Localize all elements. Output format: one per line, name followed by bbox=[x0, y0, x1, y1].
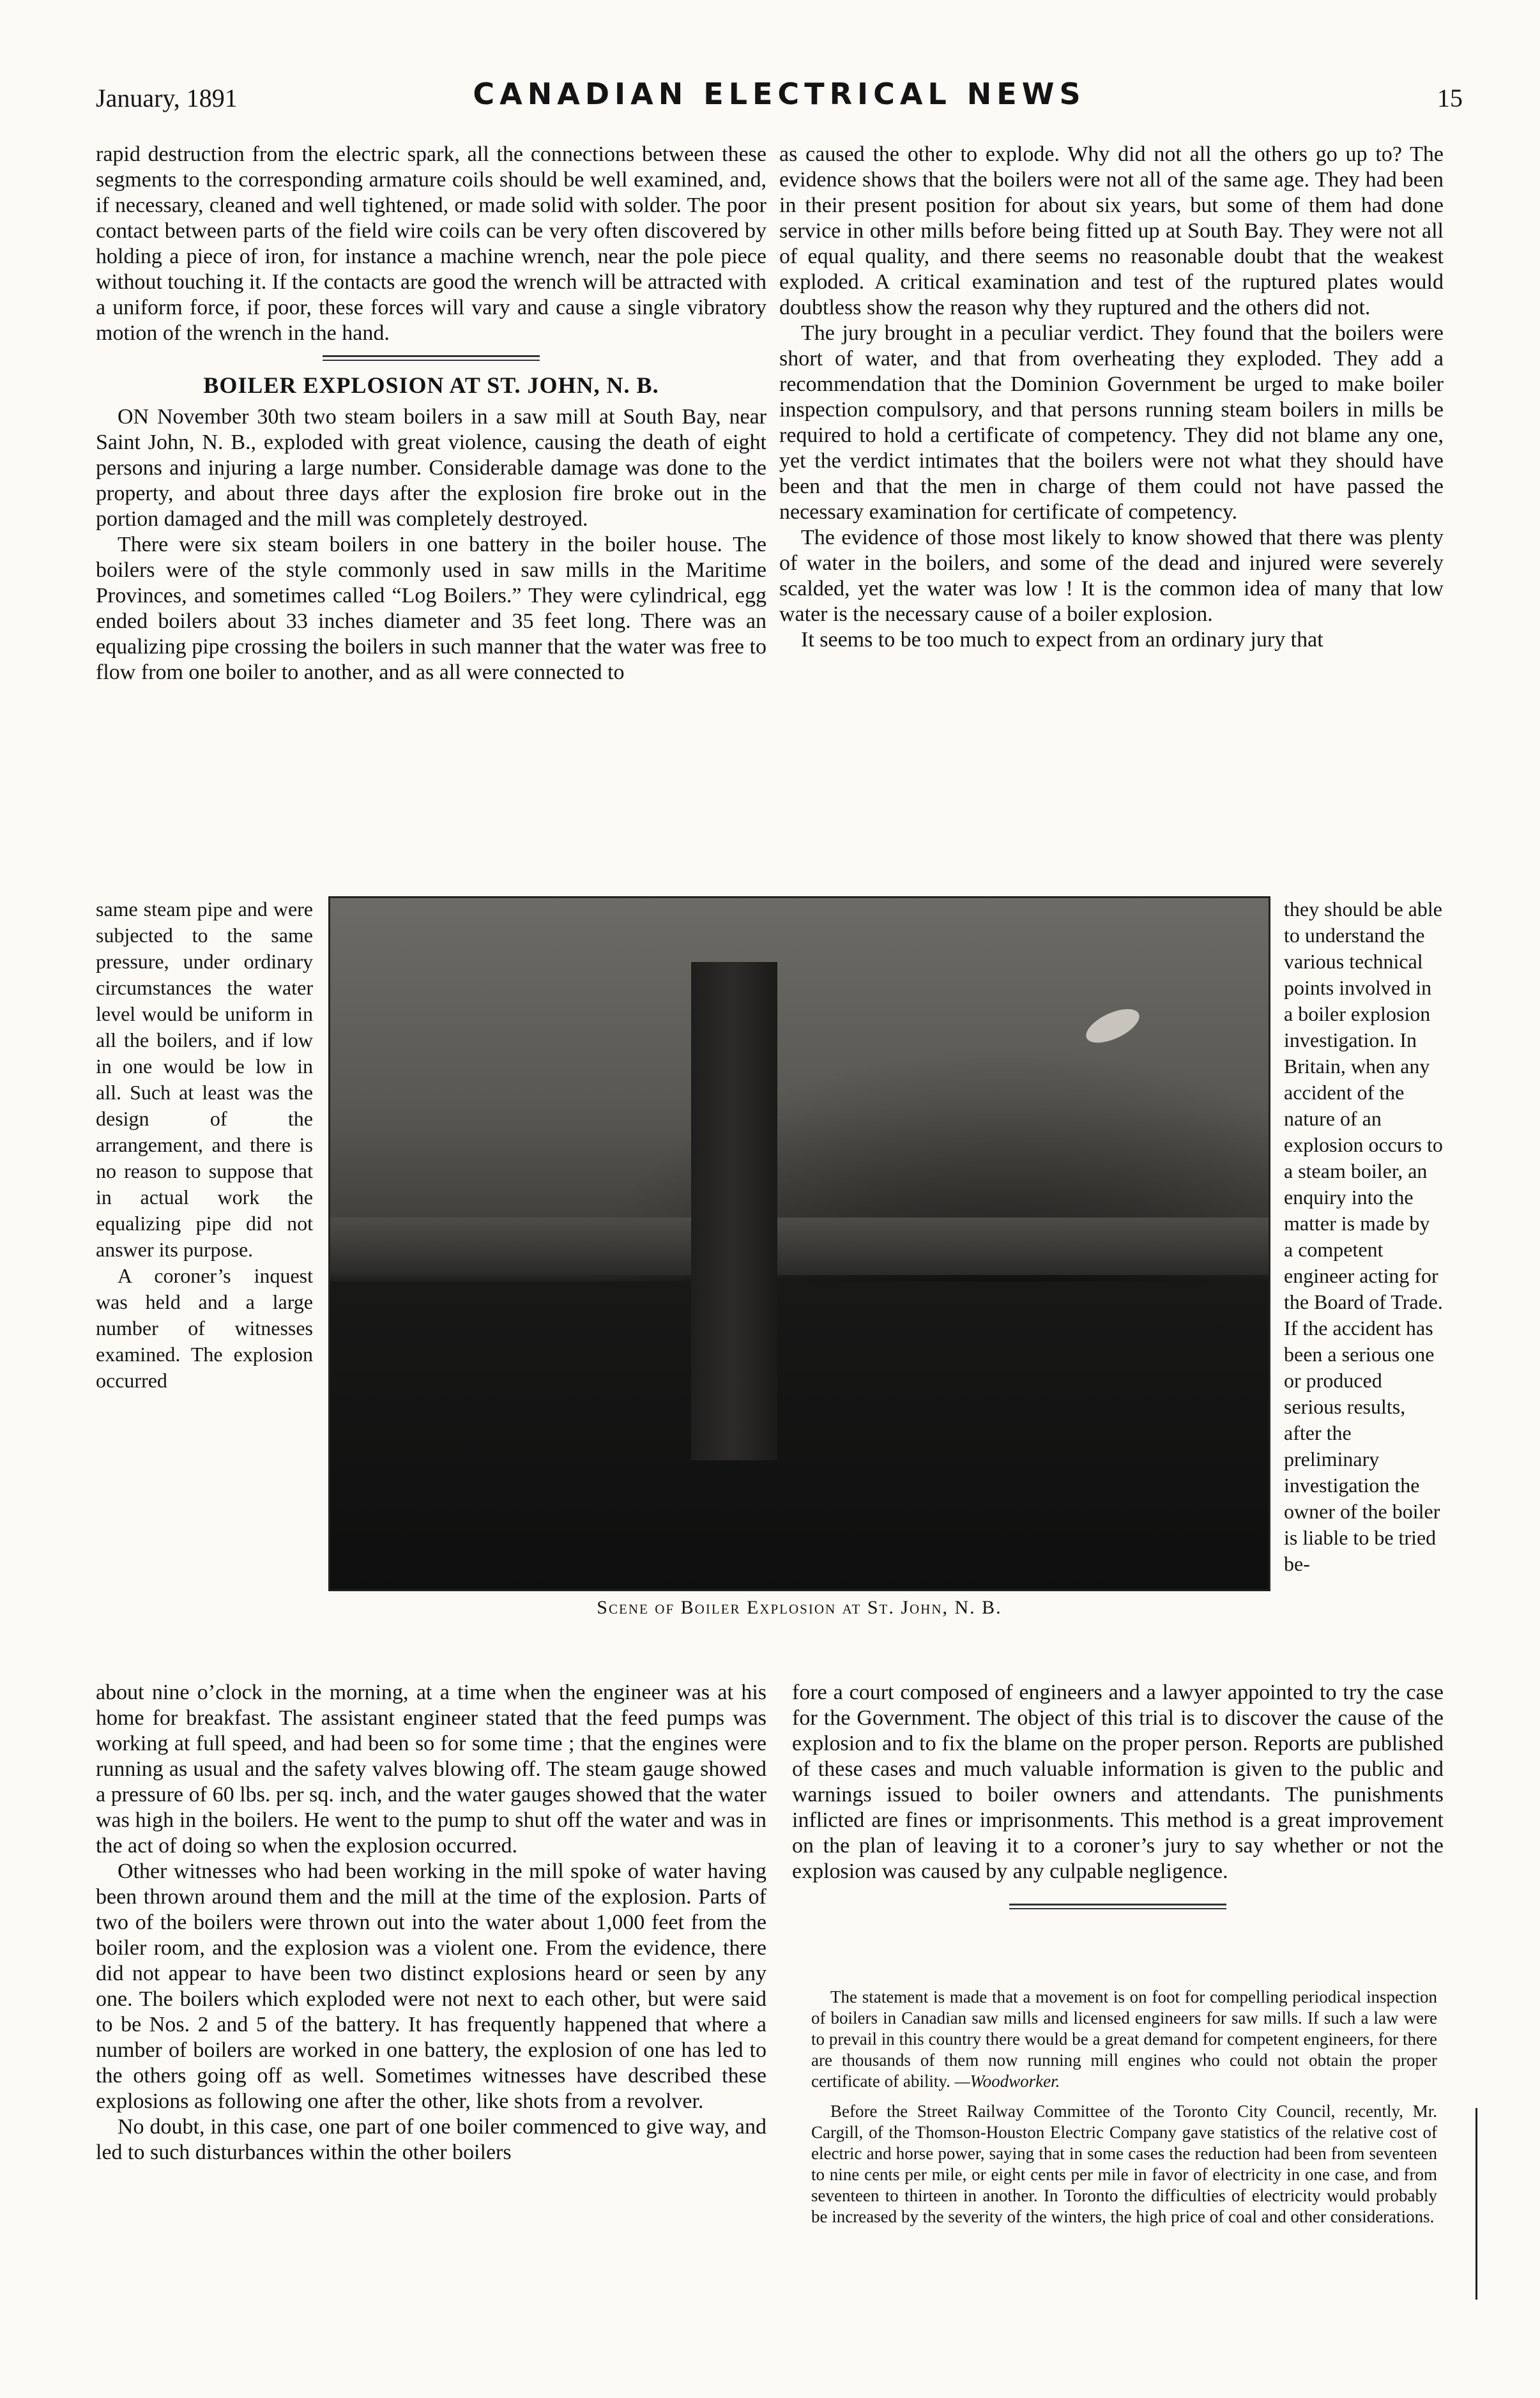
divider-rule bbox=[323, 355, 540, 357]
note-paragraph bbox=[811, 1987, 1437, 2092]
photo-water bbox=[330, 1218, 1269, 1275]
issue-date: January, 1891 bbox=[96, 84, 238, 112]
article-paragraph: The evidence of those most likely to know showed that there was plenty of water in the boilers, and some of the dead and injured were severely scalded, yet the water was low ! It is the common idea of many that low water is the necessary cause of a boiler explosion. bbox=[779, 526, 1444, 626]
left-column-top bbox=[96, 142, 766, 685]
left-narrow-column bbox=[96, 896, 313, 1394]
article-paragraph: they should be able to understand the various technical points involved in a boiler explosion investigation. In Britain, when any accident of the nature of an explosion occurs to a steam boiler, an enquiry into the matter is made by a competent engineer acting for the Board of Trade. If the accident has been a serious one or produced serious results, after the preliminary investigation the owner of the boiler is liable to be tried be- bbox=[1284, 897, 1443, 1575]
article-paragraph: A coroner’s inquest was held and a large number of witnesses examined. The explosion occurred bbox=[96, 1264, 313, 1392]
divider-rule bbox=[1009, 1908, 1226, 1909]
article-paragraph: No doubt, in this case, one part of one boiler commenced to give way, and led to such disturbances within the other boilers bbox=[96, 2115, 766, 2164]
article-paragraph: fore a court composed of engineers and a lawyer appointed to try the case for the Government. The object of this trial is to discover the cause of the explosion and to fix the blame on the proper person. Reports are published of these cases and much valuable information is given to the public and warnings issued to boiler owners and attendants. The punishments inflicted are fines or imprisonments. This method is a great improvement on the plan of leaving it to a coroner’s jury to say whether or not the explosion was caused by any culpable negligence. bbox=[792, 1681, 1444, 1883]
article-paragraph: as caused the other to explode. Why did not all the others go up to? The evidence shows that the boilers were not all of the same age. They had been in their present position for about six years, but some of them had done service in other mills before being fitted up at South Bay. They were not all of equal quality, and there seems no reasonable doubt that the weakest exploded. A critical examination and test of the ruptured plates would doubtless show the reason why they ruptured and the others did not. bbox=[779, 142, 1444, 319]
margin-bracket bbox=[1475, 2108, 1477, 2300]
note-text: The statement is made that a movement is on foot for compelling periodical inspection of boilers in Canadian saw mills and licensed engineers for saw mills. If such a law were to prevail in this country there would be a great demand for competent engineers, for there are thousands of them now running mill engines who could not obtain the proper certificate of ability. bbox=[811, 1987, 1437, 2091]
page-number: 15 bbox=[1437, 84, 1463, 112]
right-column-bottom bbox=[792, 1680, 1444, 1921]
right-column-top bbox=[779, 142, 1444, 653]
divider-rule bbox=[323, 360, 540, 361]
photo-caption: Scene of Boiler Explosion at St. John, N. B. bbox=[597, 1597, 1002, 1618]
divider-rule bbox=[1009, 1904, 1226, 1905]
news-notes bbox=[811, 1987, 1437, 2236]
article-paragraph: about nine o’clock in the morning, at a time when the engineer was at his home for breakfast. The assistant engineer stated that the feed pumps was working at full speed, and had been so for some time ; that the engines were running as usual and the safety valves blowing off. The steam gauge showed a pressure of 60 lbs. per sq. inch, and the water gauges showed that the water was high in the boilers. He went to the pump to shut off the water and was in the act of doing so when the explosion occurred. bbox=[96, 1681, 766, 1858]
photo-debris bbox=[330, 1281, 1269, 1589]
article-paragraph: There were six steam boilers in one battery in the boiler house. The boilers were of the style commonly used in saw mills in the Maritime Provinces, and sometimes called “Log Boilers.” They were cylindrical, egg ended boilers about 33 inches diameter and 35 feet long. There was an equalizing pipe crossing the boilers in such manner that the water was free to flow from one boiler to another, and as all were connected to bbox=[96, 533, 766, 684]
note-paragraph: Before the Street Railway Committee of the Toronto City Council, recently, Mr. Cargill, of the Thomson-Houston Electric Company gave statistics of the relative cost of electric and horse power, saying that in some cases the reduction had been from seventeen to nine cents per mile, or eight cents per mile in favor of electricity in one case, and from seventeen to thirteen in another. In Toronto the difficulties of electricity would probably be increased by the severity of the winters, the high price of coal and other considerations. bbox=[811, 2102, 1437, 2226]
article-paragraph: ON November 30th two steam boilers in a saw mill at South Bay, near Saint John, N. B., exploded with great violence, causing the death of eight persons and injuring a large number. Considerable damage was done to the property, and about three days after the explosion fire broke out in the portion damaged and the mill was completely destroyed. bbox=[96, 405, 766, 531]
photo-chimney bbox=[691, 962, 777, 1460]
page-header bbox=[96, 77, 1463, 121]
right-narrow-column bbox=[1284, 896, 1444, 1577]
note-source: —Woodworker. bbox=[954, 2072, 1060, 2091]
article-paragraph: It seems to be too much to expect from an ordinary jury that bbox=[801, 628, 1323, 652]
left-column-bottom bbox=[96, 1680, 766, 2165]
article-paragraph: same steam pipe and were subjected to the same pressure, under ordinary circumstances the water level would be uniform in all the boilers, and if low in one would be low in all. Such at least was the design of the arrangement, and there is no reason to suppose that in actual work the equalizing pipe did not answer its purpose. bbox=[96, 897, 313, 1261]
explosion-photo bbox=[328, 896, 1270, 1591]
intro-paragraph: rapid destruction from the electric spark, all the connections between these segments to the corresponding armature coils should be well examined, and, if necessary, cleaned and well tightened, or made solid with solder. The poor contact between parts of the field wire coils can be very often discovered by holding a piece of iron, for instance a machine wrench, near the pole piece without touching it. If the contacts are good the wrench will be attracted with a uniform force, if poor, these forces will vary and cause a single vibratory motion of the wrench in the hand. bbox=[96, 142, 766, 345]
publication-title: CANADIAN ELECTRICAL NEWS bbox=[473, 77, 1086, 111]
photo-flash bbox=[1081, 1002, 1144, 1050]
article-paragraph: Other witnesses who had been working in the mill spoke of water having been thrown around them and the mill at the time of the explosion. Parts of two of the boilers were thrown out into the water about 1,000 feet from the boiler room, and the explosion was a violent one. From the evidence, there did not appear to have been two distinct explosions heard or seen by any one. The boilers which exploded were not next to each other, but were said to be Nos. 2 and 5 of the battery. It has frequently happened that where a number of boilers are worked in one battery, the explosion of one has led to the others going off as well. Sometimes witnesses have described these explosions as following one after the other, like shots from a revolver. bbox=[96, 1860, 766, 2113]
article-paragraph: The jury brought in a peculiar verdict. They found that the boilers were short of water, and that from overheating they exploded. They add a recommendation that the Dominion Government be urged to make boiler inspection compulsory, and that persons running steam boilers in mills be required to hold a certificate of competency. They did not blame any one, yet the verdict intimates that the boilers were not what they should have been and that the men in charge of them could not have passed the necessary examination for certificate of competency. bbox=[779, 321, 1444, 524]
article-heading: BOILER EXPLOSION AT ST. JOHN, N. B. bbox=[203, 372, 659, 398]
